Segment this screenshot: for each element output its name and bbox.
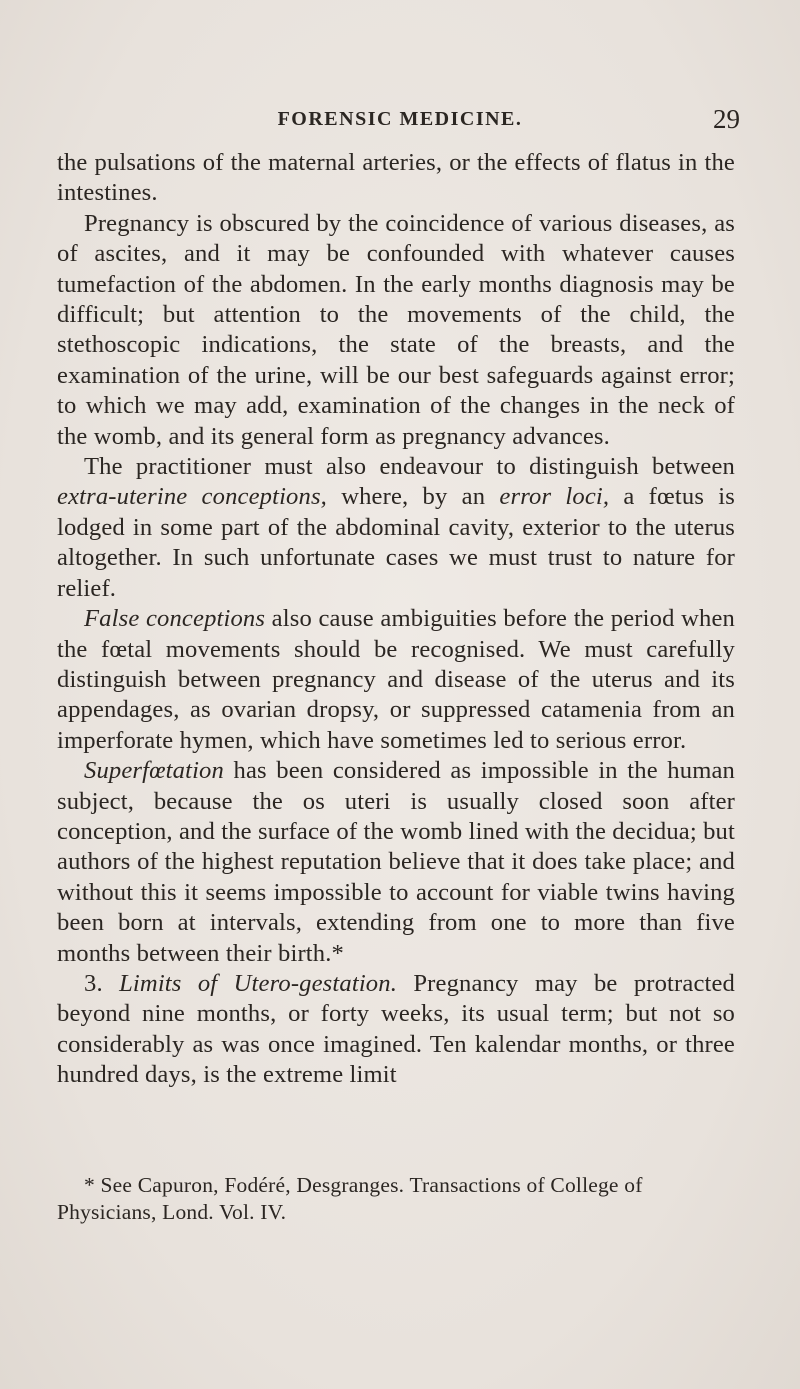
text-run: a fœtus is lodged in some part of the abdominal cavity, exterior to the uterus altogether. In such unfortunate cases we must trust to nature for relief. xyxy=(57,483,735,602)
paragraph xyxy=(57,604,735,756)
paragraph xyxy=(57,148,735,209)
text-run: Pregnancy is obscured by the coincidence of various diseases, as of ascites, and it may be confounded with whatever causes tumefaction of the abdomen. In the early months diagnosis may be difficult; but attention to the movements of the child, the stethoscopic indications, the state of the breasts, and the examination of the urine, will be our best safeguards against error; to which we may add, examination of the changes in the neck of the womb, and its general form as pregnancy advances. xyxy=(57,209,735,450)
paragraph xyxy=(57,452,735,604)
paragraph xyxy=(57,209,735,452)
text-run: where, by an xyxy=(326,483,500,511)
paragraph xyxy=(57,756,735,969)
section-number: 3. xyxy=(84,969,120,997)
body-text xyxy=(57,148,735,1091)
text-run: also cause ambiguities before the period when the fœtal movements should be recognised. We must carefully distinguish between pregnancy and disease of the uterus and its appendages, as ovarian dropsy, or suppressed catamenia from an imperforate hymen, which have sometimes led to serious error. xyxy=(57,605,735,754)
italic-term: error loci, xyxy=(499,483,610,511)
italic-term: Superfœtation xyxy=(84,757,224,785)
text-run: has been considered as impossible in the human subject, because the os uteri is usually closed soon after conception, and the surface of the womb lined with the decidua; but authors of the highest reputation believe that it does take place; and without this it seems impossible to account for viable twins having been born at intervals, extending from one to more than five months between their birth.* xyxy=(57,757,735,967)
text-run: the pulsations of the maternal arteries, or the effects of flatus in the intestines. xyxy=(57,149,735,207)
paragraph xyxy=(57,969,735,1091)
text-run: Pregnancy may be protracted beyond nine months, or forty weeks, its usual term; but not so considerably as was once imagined. Ten kalendar months, or three hundred days, is the extreme limit xyxy=(57,969,736,1089)
italic-term: extra-uterine conceptions, xyxy=(57,483,327,511)
page-number: 29 xyxy=(713,104,740,134)
running-head: FORENSIC MEDICINE. xyxy=(277,108,523,130)
page-header xyxy=(60,104,740,138)
footnote: * See Capuron, Fodéré, Desgranges. Transactions of College of Physicians, Lond. Vol. IV. xyxy=(57,1173,643,1224)
text-run: The practitioner must also endeavour to distinguish between xyxy=(84,453,735,481)
section-heading: Limits of Utero-gestation. xyxy=(119,969,397,997)
italic-term: False conceptions xyxy=(84,605,266,633)
